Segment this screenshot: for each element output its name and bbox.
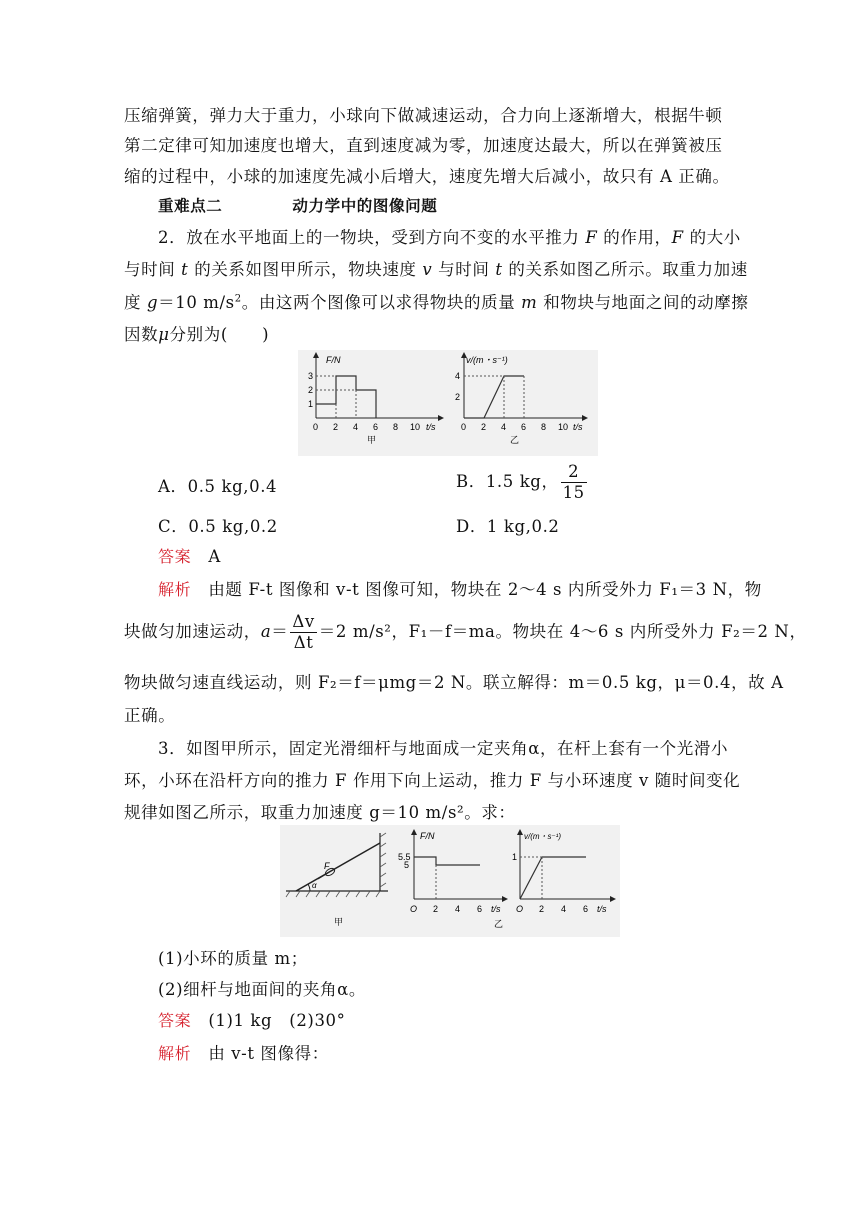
q2-analysis-2: 块做匀加速运动，a＝ $\frac{\Delta v}{\Delta t}$ ＝2 m/s²，F₁－f＝ma。物块在 4～6 s 内所受外力 F₂＝2 N， (124, 612, 807, 652)
svg-text:1: 1 (512, 852, 518, 862)
svg-text:甲: 甲 (367, 435, 377, 445)
svg-text:v/(m・s⁻¹): v/(m・s⁻¹) (466, 355, 508, 365)
svg-text:8: 8 (393, 422, 399, 432)
svg-text:F/N: F/N (326, 355, 341, 365)
svg-text:1: 1 (308, 399, 314, 409)
intro-line-1: 压缩弹簧，弹力大于重力，小球向下做减速运动，合力向上逐渐增大，根据牛顿 (124, 106, 723, 125)
svg-text:2: 2 (539, 904, 545, 914)
svg-text:5: 5 (404, 860, 410, 870)
svg-text:2: 2 (308, 385, 314, 395)
analysis-label: 解析 (158, 1044, 192, 1063)
svg-text:4: 4 (561, 904, 567, 914)
svg-text:t/s: t/s (426, 422, 436, 432)
svg-text:乙: 乙 (510, 435, 520, 445)
q3-sub-1: (1)小环的质量 m； (158, 949, 308, 968)
q3-line-3: 规律如图乙所示，取重力加速度 g＝10 m/s²。求： (124, 803, 516, 822)
svg-text:O: O (516, 904, 524, 914)
svg-text:10: 10 (410, 422, 421, 432)
q2-answer: 答案 A (158, 547, 221, 566)
q2-line-2: 与时间 t 的关系如图甲所示，物块速度 v 与时间 t 的关系如图乙所示。取重力加速 (124, 260, 748, 279)
svg-text:4: 4 (455, 371, 461, 381)
svg-text:F/N: F/N (420, 831, 435, 841)
svg-text:2: 2 (433, 904, 439, 914)
svg-text:2: 2 (481, 422, 487, 432)
svg-text:3: 3 (308, 371, 314, 381)
q3-sub-2: (2)细杆与地面间的夹角α。 (158, 980, 366, 999)
svg-text:t/s: t/s (573, 422, 583, 432)
intro-line-2: 第二定律可知加速度也增大，直到速度减为零，加速度达最大，所以在弹簧被压 (124, 136, 723, 155)
svg-text:6: 6 (521, 422, 527, 432)
svg-text:4: 4 (353, 422, 359, 432)
answer-label: 答案 (158, 547, 192, 566)
q2-line-4: 因数μ分别为( ) (124, 325, 270, 344)
q3-line-2: 环，小环在沿杆方向的推力 F 作用下向上运动，推力 F 与小环速度 v 随时间变化 (124, 771, 741, 790)
answer-label: 答案 (158, 1011, 192, 1030)
figure-yi-caption: 乙 (494, 919, 504, 929)
q2-analysis-1: 解析 由题 F-t 图像和 v-t 图像可知，物块在 2～4 s 内所受外力 F₁＝3 N，物 (158, 580, 762, 599)
svg-text:5.5: 5.5 (398, 852, 411, 862)
svg-text:0: 0 (313, 422, 319, 432)
q2-analysis-4: 正确。 (124, 706, 176, 725)
svg-text:F: F (324, 861, 330, 871)
svg-text:2: 2 (455, 392, 461, 402)
q3-analysis: 解析 由 v-t 图像得： (158, 1044, 329, 1063)
intro-line-3: 缩的过程中，小球的加速度先减小后增大，速度先增大后减小，故只有 A 正确。 (124, 167, 730, 186)
svg-text:α: α (312, 881, 317, 890)
option-b: B．1.5 kg， $\frac{2}{15}$ (456, 462, 585, 502)
svg-text:6: 6 (477, 904, 483, 914)
section-title: 动力学中的图像问题 (292, 197, 438, 215)
option-d: D．1 kg,0.2 (456, 517, 560, 536)
svg-text:甲: 甲 (334, 917, 344, 927)
svg-text:2: 2 (333, 422, 339, 432)
svg-text:6: 6 (373, 422, 379, 432)
svg-text:O: O (410, 904, 418, 914)
svg-text:v/(m・s⁻¹): v/(m・s⁻¹) (524, 832, 562, 841)
q2-line-3: 度 g＝10 $m/s^2$。由这两个图像可以求得物块的质量 m 和物块与地面之间的动摩擦 (124, 293, 749, 312)
svg-text:6: 6 (583, 904, 589, 914)
analysis-label: 解析 (158, 580, 192, 599)
svg-text:t/s: t/s (491, 904, 501, 914)
svg-text:8: 8 (541, 422, 547, 432)
svg-text:t/s: t/s (597, 904, 607, 914)
svg-text:10: 10 (558, 422, 569, 432)
q2-line-1: 2．放在水平地面上的一物块，受到方向不变的水平推力 F 的作用，F 的大小 (158, 228, 741, 247)
q2-analysis-3: 物块做匀速直线运动，则 F₂＝f＝μmg＝2 N。联立解得：m＝0.5 kg，μ＝0.4，故 A (124, 673, 784, 692)
q3-line-1: 3．如图甲所示，固定光滑细杆与地面成一定夹角α，在杆上套有一个光滑小 (158, 739, 729, 758)
q3-answer: 答案 (1)1 kg (2)30° (158, 1011, 346, 1030)
option-c: C．0.5 kg,0.2 (158, 517, 278, 536)
q3-figures (280, 825, 620, 937)
q2-figures (298, 350, 598, 456)
section-label: 重难点二 (158, 197, 223, 215)
section-heading (158, 194, 437, 216)
svg-text:4: 4 (501, 422, 507, 432)
svg-text:4: 4 (455, 904, 461, 914)
option-a: A．0.5 kg,0.4 (158, 477, 278, 496)
svg-text:0: 0 (461, 422, 467, 432)
